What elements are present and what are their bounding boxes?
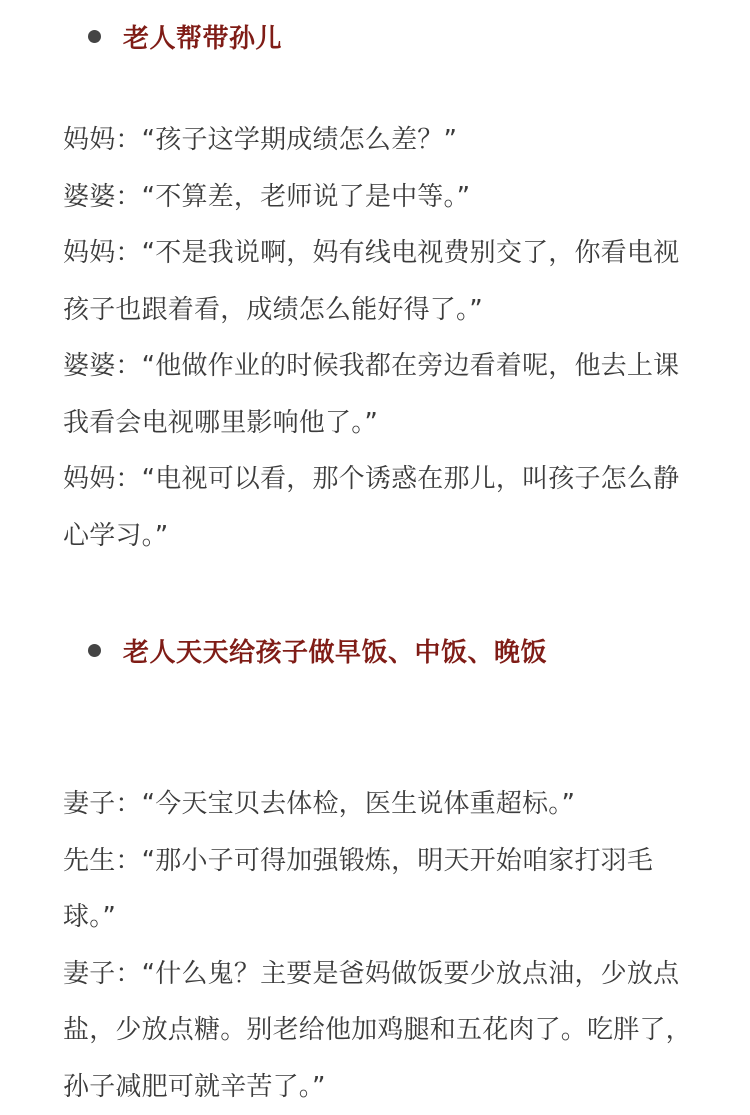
dialogue-line: 妻子：“今天宝贝去体检，医生说体重超标。” (63, 776, 693, 833)
section-heading-text: 老人天天给孩子做早饭、中饭、晚饭 (123, 632, 547, 669)
dialogue-block (63, 776, 693, 1115)
dialogue-line: 妈妈：“孩子这学期成绩怎么差？” (63, 112, 693, 169)
section-heading-text: 老人帮带孙儿 (123, 18, 282, 55)
bullet-dot-icon (88, 644, 101, 657)
dialogue-block (63, 112, 693, 564)
dialogue-line: 妈妈：“不是我说啊，妈有线电视费别交了，你看电视孩子也跟着看，成绩怎么能好得了。” (63, 225, 693, 338)
dialogue-line: 婆婆：“不算差，老师说了是中等。” (63, 169, 693, 226)
section-heading (88, 16, 282, 56)
bullet-dot-icon (88, 30, 101, 43)
dialogue-line: 先生：“那小子可得加强锻炼，明天开始咱家打羽毛球。” (63, 833, 693, 946)
dialogue-line: 妻子：“什么鬼？主要是爸妈做饭要少放点油，少放点盐，少放点糖。别老给他加鸡腿和五花肉了。吃胖了，孙子减肥可就辛苦了。” (63, 946, 693, 1115)
section-heading (88, 630, 547, 670)
dialogue-line: 婆婆：“他做作业的时候我都在旁边看着呢，他去上课我看会电视哪里影响他了。” (63, 338, 693, 451)
dialogue-line: 妈妈：“电视可以看，那个诱惑在那儿，叫孩子怎么静心学习。” (63, 451, 693, 564)
